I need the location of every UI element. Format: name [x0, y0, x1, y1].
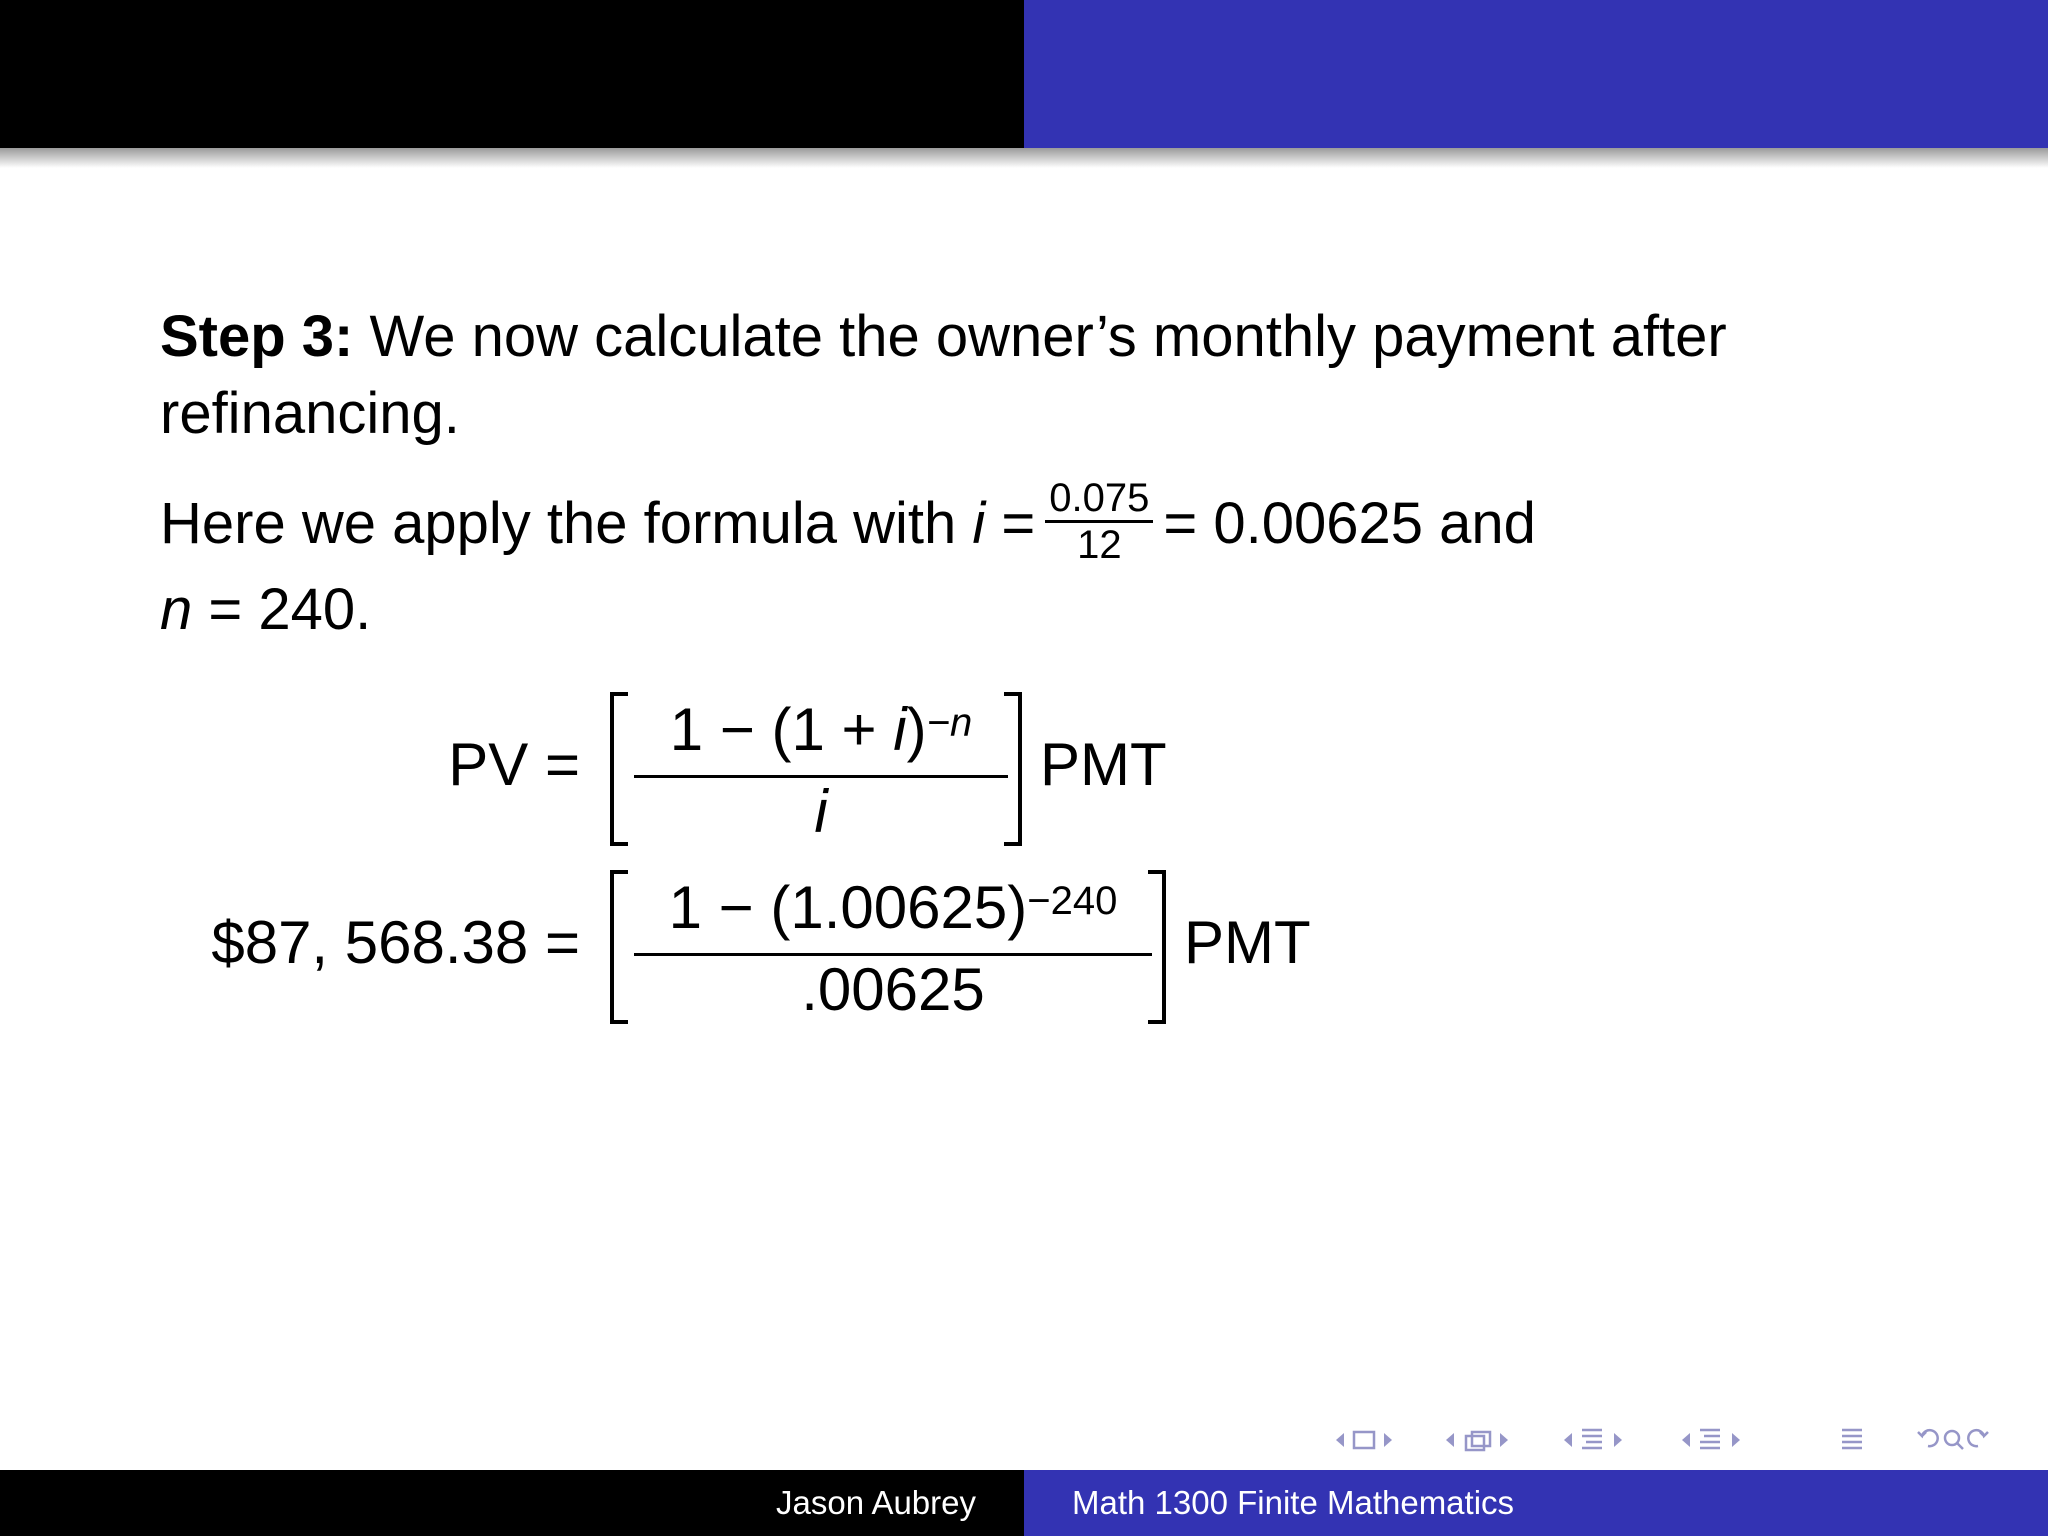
eq2-numerator — [634, 872, 1152, 956]
i-fraction — [1045, 478, 1153, 565]
nav-slide-icon[interactable] — [1354, 1432, 1374, 1448]
eq1-num-post: ) — [906, 696, 927, 763]
eq2-num-exponent: −240 — [1027, 879, 1118, 923]
nav-subsection-next-icon[interactable] — [1614, 1433, 1622, 1447]
eq2-num-base: 1 − (1.00625) — [668, 874, 1028, 941]
nav-back-icon[interactable] — [1918, 1430, 1938, 1446]
eq1-right-bracket — [1004, 692, 1022, 846]
eq2-right-bracket — [1148, 870, 1166, 1024]
eq1-lhs: PV = — [448, 731, 580, 798]
nav-frame-next-icon[interactable] — [1500, 1433, 1508, 1447]
eq1-numerator — [634, 694, 1008, 778]
formula-intro-text: Here we apply the formula with — [160, 490, 957, 556]
eq2-fraction — [634, 872, 1152, 1024]
header-right-panel — [1024, 0, 2048, 148]
eq1-left-bracket — [610, 692, 628, 846]
n-variable: n — [160, 577, 193, 642]
nav-slide-next-icon[interactable] — [1384, 1433, 1392, 1447]
slide-footer — [0, 1470, 2048, 1536]
eq1-num-pre: 1 − (1 + — [669, 696, 894, 763]
step-label: Step 3: — [160, 304, 354, 369]
nav-section-prev-icon[interactable] — [1682, 1433, 1690, 1447]
nav-section-next-icon[interactable] — [1732, 1433, 1740, 1447]
header-shadow — [0, 148, 2048, 168]
formula-intro-paragraph — [160, 476, 1880, 648]
step-paragraph — [160, 298, 1880, 452]
eq2-left-bracket — [610, 870, 628, 1024]
footer-course-title: Math 1300 Finite Mathematics — [1072, 1484, 1515, 1521]
nav-search-icon[interactable] — [1945, 1431, 1963, 1449]
i-fraction-denominator: 12 — [1077, 523, 1122, 567]
nav-subsection-icon[interactable] — [1582, 1430, 1602, 1448]
i-fraction-numerator: 0.075 — [1045, 478, 1153, 523]
eq2-denominator: .00625 — [801, 956, 985, 1023]
eq1-pmt: PMT — [1040, 731, 1167, 798]
nav-appendix-icon[interactable] — [1842, 1430, 1862, 1448]
eq1-fraction — [634, 694, 1008, 846]
equation-pv-substituted — [0, 858, 2048, 1028]
header-left-panel — [0, 0, 1024, 148]
n-equals: = 240. — [208, 577, 372, 642]
i-variable: i — [972, 490, 986, 556]
eq1-num-var: i — [893, 696, 907, 763]
eq1-denominator: i — [814, 778, 828, 845]
nav-frame-icon[interactable] — [1466, 1432, 1490, 1450]
nav-section-icon[interactable] — [1700, 1430, 1720, 1448]
nav-icons — [1330, 1424, 2030, 1456]
eq2-lhs: $87, 568.38 = — [211, 909, 580, 976]
equation-pv-formula — [0, 680, 2048, 850]
nav-frame-prev-icon[interactable] — [1446, 1433, 1454, 1447]
step-text: We now calculate the owner’s monthly payment after refinancing. — [160, 304, 1727, 446]
i-equals: = — [1001, 490, 1036, 556]
eq1-num-exponent: −n — [926, 701, 973, 745]
slide-header — [0, 0, 2048, 148]
footer-author: Jason Aubrey — [776, 1484, 976, 1521]
nav-forward-icon[interactable] — [1968, 1430, 1988, 1446]
i-result: = 0.00625 and — [1163, 490, 1536, 556]
beamer-navigation — [1330, 1424, 2030, 1456]
nav-subsection-prev-icon[interactable] — [1564, 1433, 1572, 1447]
nav-slide-prev-icon[interactable] — [1336, 1433, 1344, 1447]
eq2-pmt: PMT — [1184, 909, 1311, 976]
